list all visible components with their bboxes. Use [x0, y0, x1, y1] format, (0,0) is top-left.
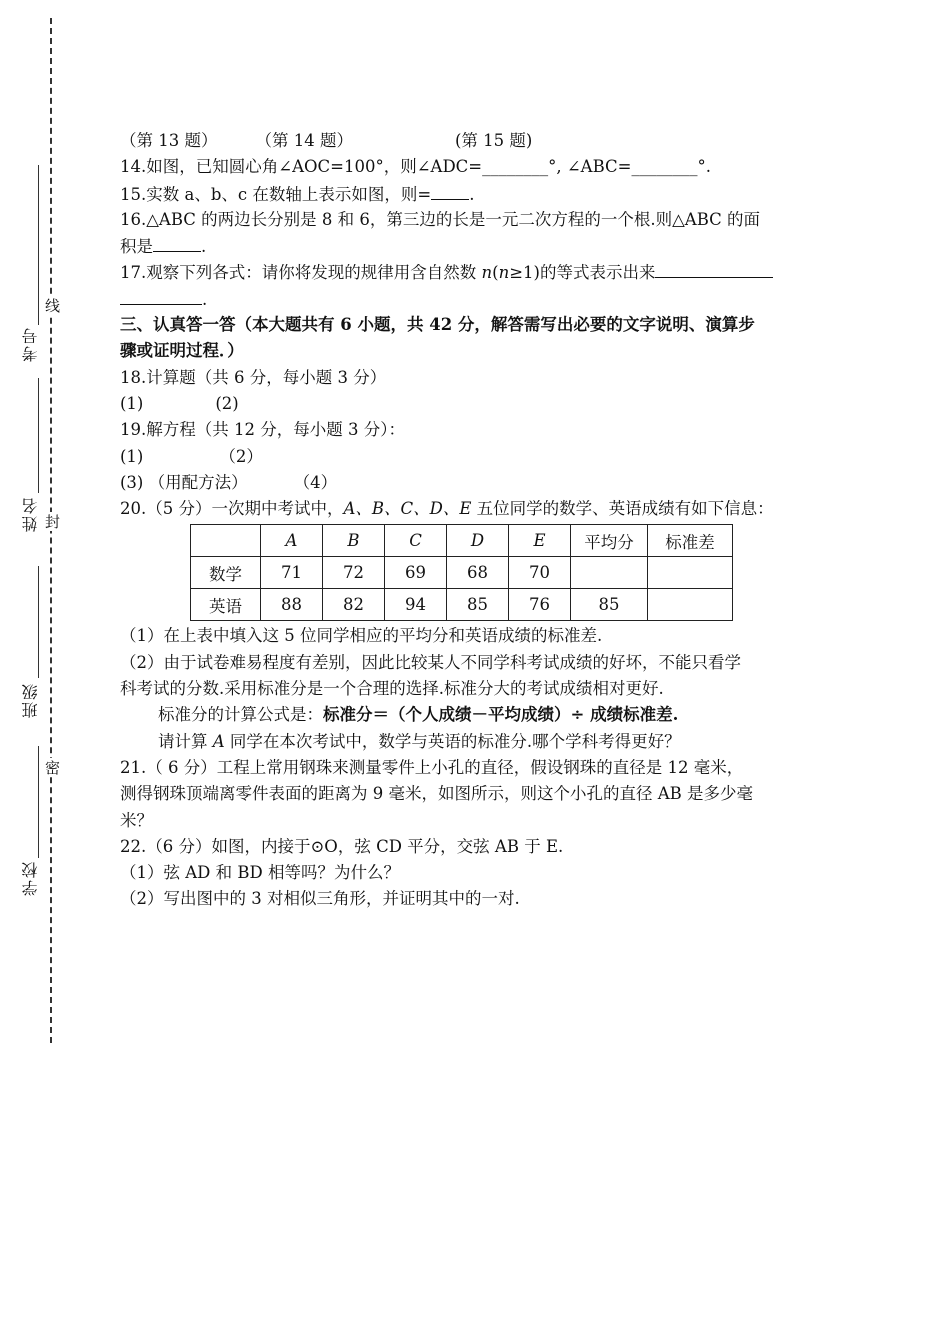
seal-xian: 线 — [43, 298, 61, 313]
table-cell — [571, 557, 648, 589]
caption-q13: （第 13 题） — [120, 131, 218, 150]
table-cell: 76 — [509, 589, 571, 621]
seal-feng: 封 — [43, 514, 61, 529]
table-cell — [648, 557, 733, 589]
question-17-line1: 17.观察下列各式：请你将发现的规律用含自然数 n(n≥1)的等式表示出来 — [120, 259, 800, 285]
caption-q14: （第 14 题） — [255, 131, 353, 150]
table-cell: 70 — [509, 557, 571, 589]
question-19-title: 19.解方程（共 12 分，每小题 3 分）： — [120, 420, 405, 440]
table-row — [191, 589, 733, 621]
table-cell: 85 — [571, 589, 648, 621]
figure-captions — [120, 128, 800, 154]
question-21-line1: 21.（ 6 分）工程上常用钢珠来测量零件上小孔的直径，假设钢珠的直径是 12 毫米， — [120, 757, 744, 777]
table-cell: 72 — [323, 557, 385, 589]
table-cell: 68 — [447, 557, 509, 589]
question-22-part2: （2）写出图中的 3 对相似三角形，并证明其中的一对. — [120, 889, 520, 909]
caption-q15: (第 15 题) — [455, 131, 533, 150]
label-xuexiao: 学校 — [21, 860, 40, 896]
blank-xingming — [38, 378, 39, 493]
table-cell: 94 — [385, 589, 447, 621]
answer-blank — [153, 233, 201, 252]
table-header-cell: D — [447, 525, 509, 557]
question-20-formula: 标准分的计算公式是：标准分＝（个人成绩－平均成绩）÷ 成绩标准差. — [158, 705, 679, 725]
exam-content — [120, 128, 800, 913]
blank-xuexiao — [38, 746, 39, 858]
blank-banji — [38, 566, 39, 678]
table-header-cell: E — [509, 525, 571, 557]
question-14: 14.如图，已知圆心角∠AOC=100°，则∠ADC=________°, ∠ABC=________°. — [120, 157, 711, 177]
answer-blank — [655, 259, 773, 278]
label-banji: 班级 — [21, 682, 40, 718]
table-header-cell — [191, 525, 261, 557]
question-16-line2: 积是 . — [120, 233, 800, 259]
question-16-line1: 16.△ABC 的两边长分别是 8 和 6，第三边的长是一元二次方程的一个根.则△ABC 的面 — [120, 209, 761, 229]
table-cell: 数学 — [191, 557, 261, 589]
question-20-part2-line1: （2）由于试卷难易程度有差别，因此比较某人不同学科考试成绩的好坏，不能只看学 — [120, 652, 741, 672]
section-3-heading-line1: 三、认真答一答（本大题共有 6 小题，共 42 分，解答需写出必要的文字说明、演算步 — [120, 315, 755, 335]
question-18-title: 18.计算题（共 6 分，每小题 3 分） — [120, 367, 387, 387]
table-cell: 82 — [323, 589, 385, 621]
score-table — [190, 524, 733, 621]
question-18-parts: (1) (2) — [120, 393, 239, 413]
question-15: 15.实数 a、b、c 在数轴上表示如图，则= . — [120, 181, 800, 207]
table-header-cell: 标准差 — [648, 525, 733, 557]
seal-mi: 密 — [43, 760, 61, 775]
table-header-cell: 平均分 — [571, 525, 648, 557]
label-xingming: 姓名 — [21, 496, 40, 532]
section-3-heading-line2: 骤或证明过程．） — [120, 341, 244, 361]
table-header-cell: B — [323, 525, 385, 557]
question-19-parts-b: (3) （用配方法） （4） — [120, 472, 338, 492]
question-21-line2: 测得钢珠顶端离零件表面的距离为 9 毫米，如图所示，则这个小孔的直径 AB 是多少毫 — [120, 784, 754, 804]
question-22-line1: 22.（6 分）如图，内接于⊙O，弦 CD 平分，交弦 AB 于 E. — [120, 836, 564, 856]
table-header-cell: A — [261, 525, 323, 557]
table-header-row — [191, 525, 733, 557]
answer-blank — [431, 181, 469, 200]
table-cell: 英语 — [191, 589, 261, 621]
question-20-ask: 请计算 A 同学在本次考试中，数学与英语的标准分.哪个学科考得更好？ — [158, 731, 681, 751]
blank-kaohao — [38, 165, 39, 325]
question-22-part1: （1）弦 AD 和 BD 相等吗？为什么？ — [120, 863, 400, 883]
label-kaohao: 考号 — [21, 326, 40, 362]
question-19-parts-a: (1) （2） — [120, 446, 263, 466]
table-cell: 69 — [385, 557, 447, 589]
question-20-part1: （1）在上表中填入这 5 位同学相应的平均分和英语成绩的标准差. — [120, 626, 603, 646]
question-21-line3: 米？ — [120, 810, 153, 830]
table-cell — [648, 589, 733, 621]
table-row — [191, 557, 733, 589]
question-20-intro: 20.（5 分）一次期中考试中，A、B、C、D、E 五位同学的数学、英语成绩有如下信息： — [120, 499, 774, 519]
question-20-part2-line2: 科考试的分数.采用标准分是一个合理的选择.标准分大的考试成绩相对更好. — [120, 679, 664, 699]
table-cell: 71 — [261, 557, 323, 589]
table-cell: 88 — [261, 589, 323, 621]
question-17-line2: . — [120, 286, 800, 312]
answer-blank — [120, 286, 202, 305]
table-header-cell: C — [385, 525, 447, 557]
table-cell: 85 — [447, 589, 509, 621]
